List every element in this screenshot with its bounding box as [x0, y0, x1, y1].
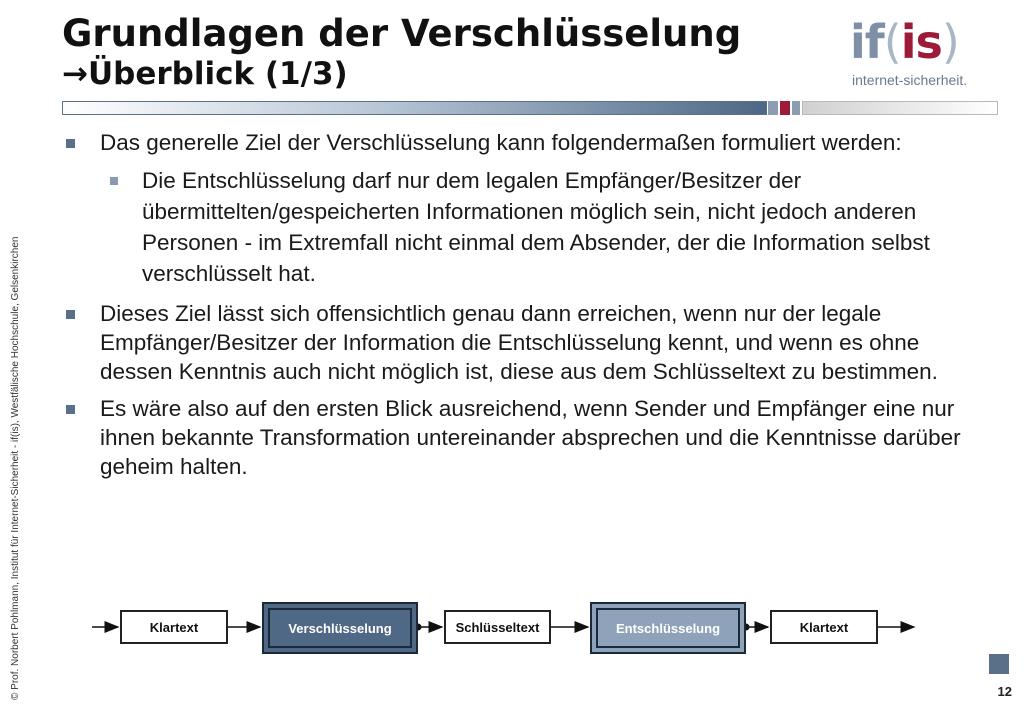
bullet-list	[62, 128, 962, 489]
flow-step-ciphertext: Schlüsseltext	[444, 610, 551, 644]
title-underline-bar	[62, 101, 998, 115]
flow-step-encryption	[262, 602, 418, 654]
logo-mark-is: is	[900, 15, 942, 69]
title-bar-square	[768, 101, 778, 115]
copyright-sidebar: © Prof. Norbert Pohlmann, Institut für Internet-Sicherheit - if(is), Westfälische Hochschule, Gelsenkirchen	[10, 236, 21, 700]
title-bar-square	[792, 101, 800, 115]
flow-step-decryption-label: Entschlüsselung	[596, 608, 740, 648]
encryption-flow-diagram	[92, 598, 922, 658]
title-bar-square	[780, 101, 790, 115]
logo-mark-close: )	[941, 15, 959, 69]
sub-bullet-item: Die Entschlüsselung darf nur dem legalen Empfänger/Besitzer der übermittelten/gespeicherten Informationen möglich sein, nicht jedoch anderen Personen - im Extremfall nicht einmal dem Absender, der die Information selbst verschlüsselt hat.	[62, 165, 962, 289]
flow-step-decryption	[590, 602, 746, 654]
logo-mark	[850, 12, 959, 72]
title-line-2: →Überblick (1/3)	[62, 56, 348, 92]
logo-tagline: internet-sicherheit.	[852, 72, 968, 88]
title-bar-gradient	[62, 101, 767, 115]
bullet-item: Das generelle Ziel der Verschlüsselung kann folgendermaßen formuliert werden:	[62, 128, 962, 157]
flow-step-plaintext-out: Klartext	[770, 610, 878, 644]
ifis-logo	[850, 12, 1000, 92]
slide-title	[62, 14, 822, 94]
logo-mark-open: (	[883, 15, 901, 69]
title-bar-tail	[802, 101, 998, 115]
page-number: 12	[997, 684, 1012, 699]
logo-mark-if: if	[850, 15, 884, 69]
flow-step-plaintext: Klartext	[120, 610, 228, 644]
flow-step-encryption-label: Verschlüsselung	[268, 608, 412, 648]
page-marker-square	[989, 654, 1009, 674]
title-line-1: Grundlagen der Verschlüsselung	[62, 12, 742, 55]
bullet-item: Dieses Ziel lässt sich offensichtlich genau dann erreichen, wenn nur der legale Empfänger/Besitzer der Information die Entschlüsselung kennt, und wenn es ohne dessen Kenntnis auch nicht möglich ist, diese aus dem Schlüsseltext zu bestimmen.	[62, 299, 962, 386]
bullet-item: Es wäre also auf den ersten Blick ausreichend, wenn Sender und Empfänger eine nur ihnen bekannte Transformation untereinander absprechen und die Kenntnisse darüber geheim halten.	[62, 394, 962, 481]
